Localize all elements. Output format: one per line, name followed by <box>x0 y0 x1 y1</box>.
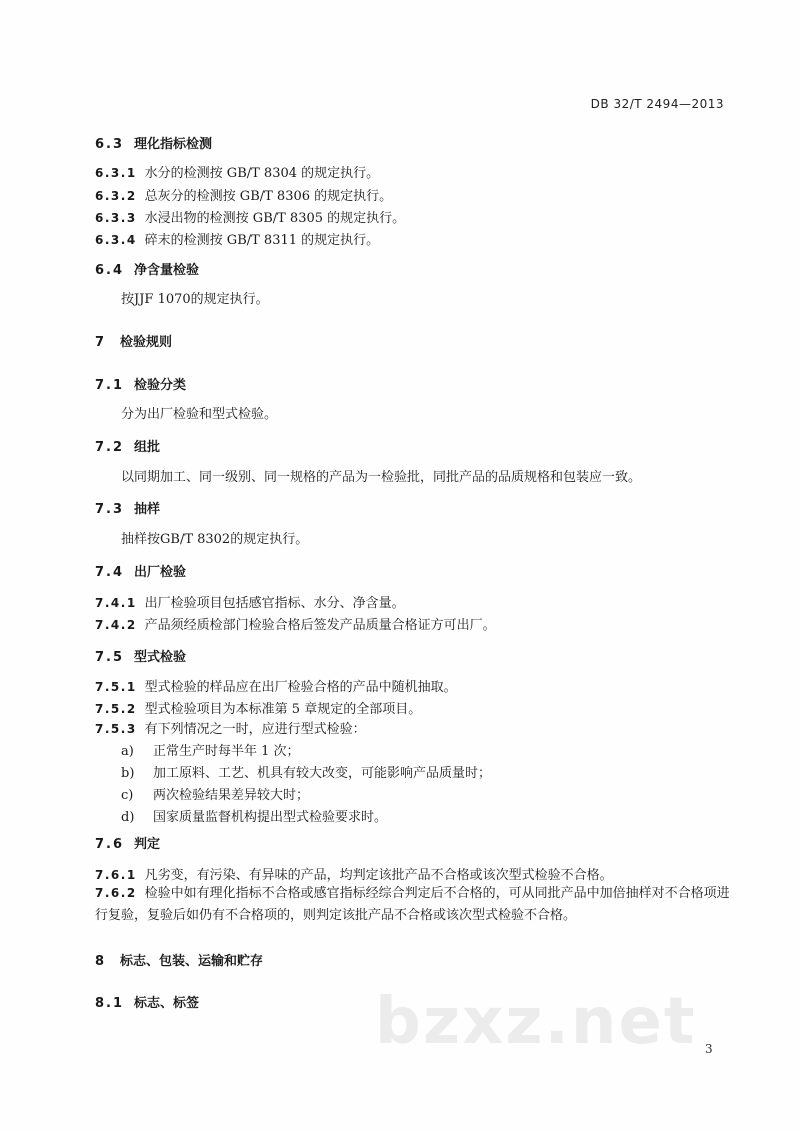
chapter-number: 8 <box>95 954 107 969</box>
clause-number: 7.5.1 <box>95 680 137 694</box>
section-number: 7.6 <box>95 837 125 852</box>
clause-7-5-3 <box>95 718 366 737</box>
clause-number: 7.5.3 <box>95 722 137 736</box>
clause-6-3-3 <box>95 207 405 226</box>
list-text: 两次检验结果差异较大时； <box>153 788 310 803</box>
list-item-b <box>121 762 491 781</box>
clause-text: 检验中如有理化指标不合格或感官指标经综合判定后不合格的，可从同批产品中加倍抽样对不合格项进行复验，复验后如仍有不合格项的，则判定该批产品不合格或该次型式检验不合格。 <box>95 886 730 923</box>
section-number: 7.2 <box>95 440 125 455</box>
clause-number: 6.3.2 <box>95 189 137 203</box>
section-6-3-heading <box>95 133 212 152</box>
section-7-1-body: 分为出厂检验和型式检验。 <box>121 407 278 422</box>
clause-7-4-1 <box>95 592 405 611</box>
clause-number: 7.4.2 <box>95 618 137 632</box>
section-8-1-heading <box>95 992 199 1011</box>
list-marker: d) <box>121 810 135 825</box>
section-title: 型式检验 <box>134 650 187 665</box>
clause-7-4-2 <box>95 614 496 633</box>
watermark: bzxz.net <box>375 985 697 1059</box>
clause-number: 7.4.1 <box>95 596 137 610</box>
clause-text: 型式检验项目为本标准第 5 章规定的全部项目。 <box>144 702 422 717</box>
section-title: 出厂检验 <box>134 565 187 580</box>
section-title: 理化指标检测 <box>134 137 213 152</box>
clause-7-5-1 <box>95 676 457 695</box>
section-number: 7.3 <box>95 502 125 517</box>
section-number: 6.3 <box>95 137 125 152</box>
clause-text: 产品须经质检部门检验合格后签发产品质量合格证方可出厂。 <box>144 618 496 633</box>
clause-text: 总灰分的检测按 GB/T 8306 的规定执行。 <box>144 189 393 204</box>
clause-number: 7.5.2 <box>95 702 137 716</box>
section-7-3-body: 抽样按GB/T 8302的规定执行。 <box>121 532 309 547</box>
clause-number: 6.3.4 <box>95 233 137 247</box>
clause-number: 6.3.3 <box>95 211 137 225</box>
list-text: 国家质量监督机构提出型式检验要求时。 <box>153 810 388 825</box>
list-text: 正常生产时每半年 1 次； <box>153 744 300 759</box>
chapter-8-heading <box>95 950 263 969</box>
clause-number: 7.6.1 <box>95 868 137 882</box>
clause-text: 凡劣变，有污染、有异味的产品，均判定该批产品不合格或该次型式检验不合格。 <box>144 868 613 883</box>
section-number: 6.4 <box>95 263 125 278</box>
clause-7-6-2 <box>95 882 735 927</box>
section-7-2-heading <box>95 436 160 455</box>
section-7-2-body: 以同期加工、同一级别、同一规格的产品为一检验批，同批产品的品质规格和包装应一致。 <box>121 470 642 485</box>
section-title: 检验分类 <box>134 378 187 393</box>
clause-number: 6.3.1 <box>95 166 137 180</box>
clause-text: 水分的检测按 GB/T 8304 的规定执行。 <box>144 166 380 181</box>
list-marker: c) <box>121 788 134 803</box>
chapter-title: 检验规则 <box>120 335 173 350</box>
section-number: 8.1 <box>95 996 125 1011</box>
list-item-a <box>121 740 300 759</box>
chapter-7-heading <box>95 331 172 350</box>
clause-6-3-2 <box>95 185 392 204</box>
section-6-4-heading <box>95 259 199 278</box>
section-title: 判定 <box>134 837 161 852</box>
clause-text: 水浸出物的检测按 GB/T 8305 的规定执行。 <box>144 211 406 226</box>
clause-text: 有下列情况之一时，应进行型式检验： <box>144 722 366 737</box>
clause-6-3-4 <box>95 229 379 248</box>
list-text: 加工原料、工艺、机具有较大改变，可能影响产品质量时； <box>153 766 492 781</box>
list-item-d <box>121 806 387 825</box>
section-7-5-heading <box>95 646 186 665</box>
section-7-1-heading <box>95 374 186 393</box>
clause-number: 7.6.2 <box>95 886 137 900</box>
section-title: 标志、标签 <box>134 996 200 1011</box>
section-6-4-body: 按JJF 1070的规定执行。 <box>121 292 269 307</box>
section-number: 7.1 <box>95 378 125 393</box>
section-title: 净含量检验 <box>134 263 200 278</box>
clause-7-6-1 <box>95 864 613 883</box>
section-number: 7.5 <box>95 650 125 665</box>
section-title: 抽样 <box>134 502 161 517</box>
section-number: 7.4 <box>95 565 125 580</box>
clause-text: 型式检验的样品应在出厂检验合格的产品中随机抽取。 <box>144 680 457 695</box>
chapter-title: 标志、包装、运输和贮存 <box>120 954 264 969</box>
clause-text: 出厂检验项目包括感官指标、水分、净含量。 <box>144 596 405 611</box>
clause-6-3-1 <box>95 162 379 181</box>
list-marker: a) <box>121 744 134 759</box>
list-marker: b) <box>121 766 135 781</box>
section-7-6-heading <box>95 833 160 852</box>
section-7-4-heading <box>95 561 186 580</box>
clause-text: 碎末的检测按 GB/T 8311 的规定执行。 <box>144 233 380 248</box>
page-number: 3 <box>705 1042 713 1056</box>
section-7-3-heading <box>95 498 160 517</box>
standard-number: DB 32/T 2494—2013 <box>590 97 724 111</box>
section-title: 组批 <box>134 440 161 455</box>
clause-7-5-2 <box>95 698 421 717</box>
list-item-c <box>121 784 309 803</box>
chapter-number: 7 <box>95 335 107 350</box>
